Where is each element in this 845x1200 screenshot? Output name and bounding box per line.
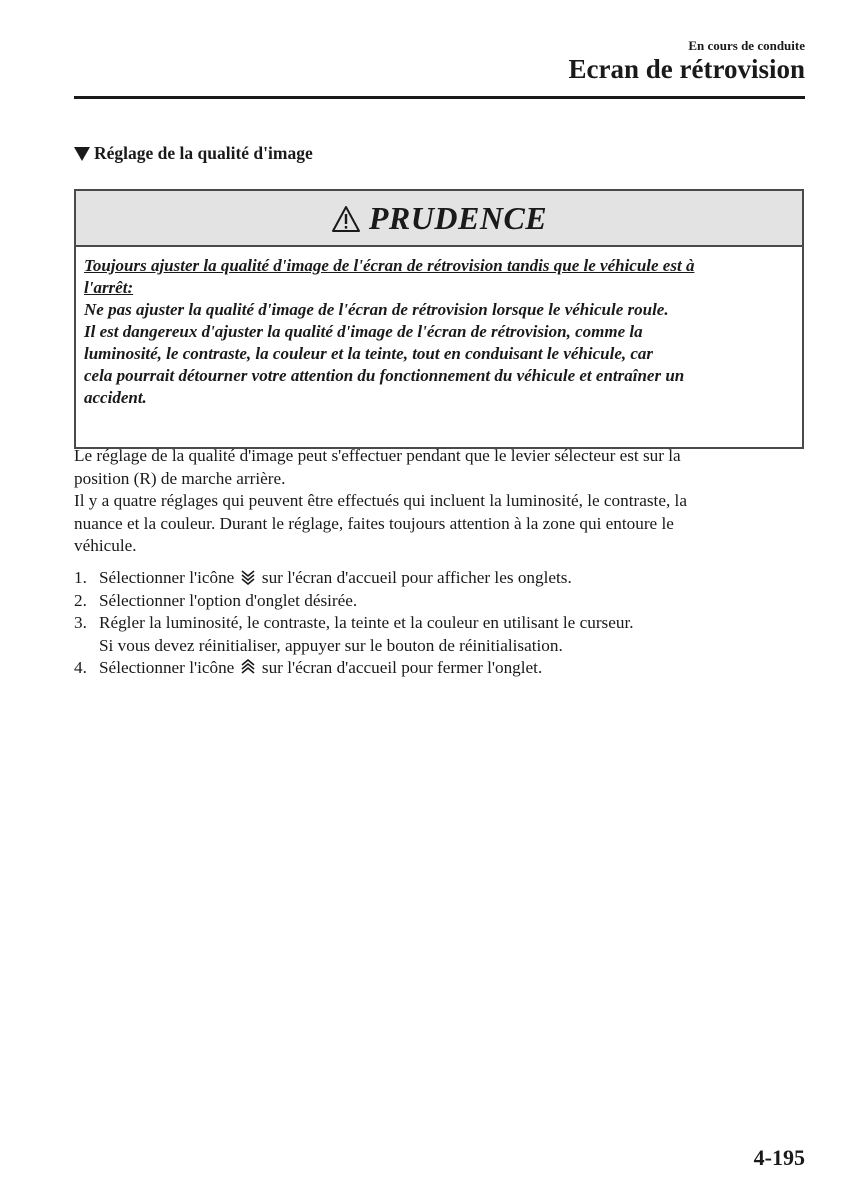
paragraph-2-line-3: véhicule. (74, 536, 137, 555)
list-item (74, 567, 809, 590)
page-number: 4-195 (753, 1145, 805, 1170)
step-text-before-icon: Sélectionner l'icône (99, 568, 235, 587)
caution-line-3: luminosité, le contraste, la couleur et la teinte, tout en conduisant le véhicule, car (84, 344, 654, 363)
caution-title: PRUDENCE (368, 199, 548, 236)
list-item (74, 612, 809, 657)
step-number: 2. (74, 590, 87, 610)
triangle-down-icon (74, 147, 90, 161)
caution-line-5: accident. (84, 388, 147, 407)
step-text-after-icon: sur l'écran d'accueil pour fermer l'onglet. (261, 658, 543, 677)
step-number: 1. (74, 568, 87, 587)
caution-line-2: Il est dangereux d'ajuster la qualité d'image de l'écran de rétrovision, comme la (84, 322, 643, 341)
step-number: 3. (74, 613, 87, 632)
caution-underlined-line-2: l'arrêt: (84, 278, 134, 297)
section-heading-text: Réglage de la qualité d'image (94, 143, 313, 163)
list-item (74, 590, 809, 613)
step-number: 4. (74, 658, 87, 677)
double-chevron-down-icon (240, 569, 256, 585)
caution-box (74, 189, 804, 449)
caution-line-1: Ne pas ajuster la qualité d'image de l'écran de rétrovision lorsque le véhicule roule. (84, 300, 669, 319)
double-chevron-up-icon (240, 659, 256, 675)
paragraph-2-line-2: nuance et la couleur. Durant le réglage, faites toujours attention à la zone qui entoure le (74, 513, 674, 533)
caution-body (76, 247, 802, 409)
paragraph-2-line-1: Il y a quatre réglages qui peuvent être effectués qui incluent la luminosité, le contraste, la (74, 491, 687, 510)
caution-underlined-line-1: Toujours ajuster la qualité d'image de l'écran de rétrovision tandis que le véhicule est à (84, 256, 695, 275)
caution-line-4: cela pourrait détourner votre attention du fonctionnement du véhicule et entraîner un (84, 366, 685, 385)
paragraph-1-line-1: Le réglage de la qualité d'image peut s'effectuer pendant que le levier sélecteur est sur la (74, 446, 681, 465)
paragraph-1-line-2: position (R) de marche arrière. (74, 468, 286, 488)
header-divider (74, 96, 805, 99)
step-text-after-icon: sur l'écran d'accueil pour afficher les onglets. (261, 568, 572, 587)
step-text-line-1: Régler la luminosité, le contraste, la teinte et la couleur en utilisant le curseur. (99, 613, 634, 632)
caution-banner (76, 191, 802, 247)
warning-icon (331, 205, 361, 233)
header-section-label: En cours de conduite (688, 38, 805, 53)
body-text (74, 445, 809, 558)
step-text-before-icon: Sélectionner l'icône (99, 658, 235, 677)
list-item (74, 657, 809, 680)
steps-list (74, 567, 809, 680)
step-text-line-2: Si vous devez réinitialiser, appuyer sur le bouton de réinitialisation. (99, 635, 563, 655)
section-heading (74, 143, 313, 164)
page-title: Ecran de rétrovision (568, 54, 805, 84)
step-text: Sélectionner l'option d'onglet désirée. (99, 590, 358, 610)
